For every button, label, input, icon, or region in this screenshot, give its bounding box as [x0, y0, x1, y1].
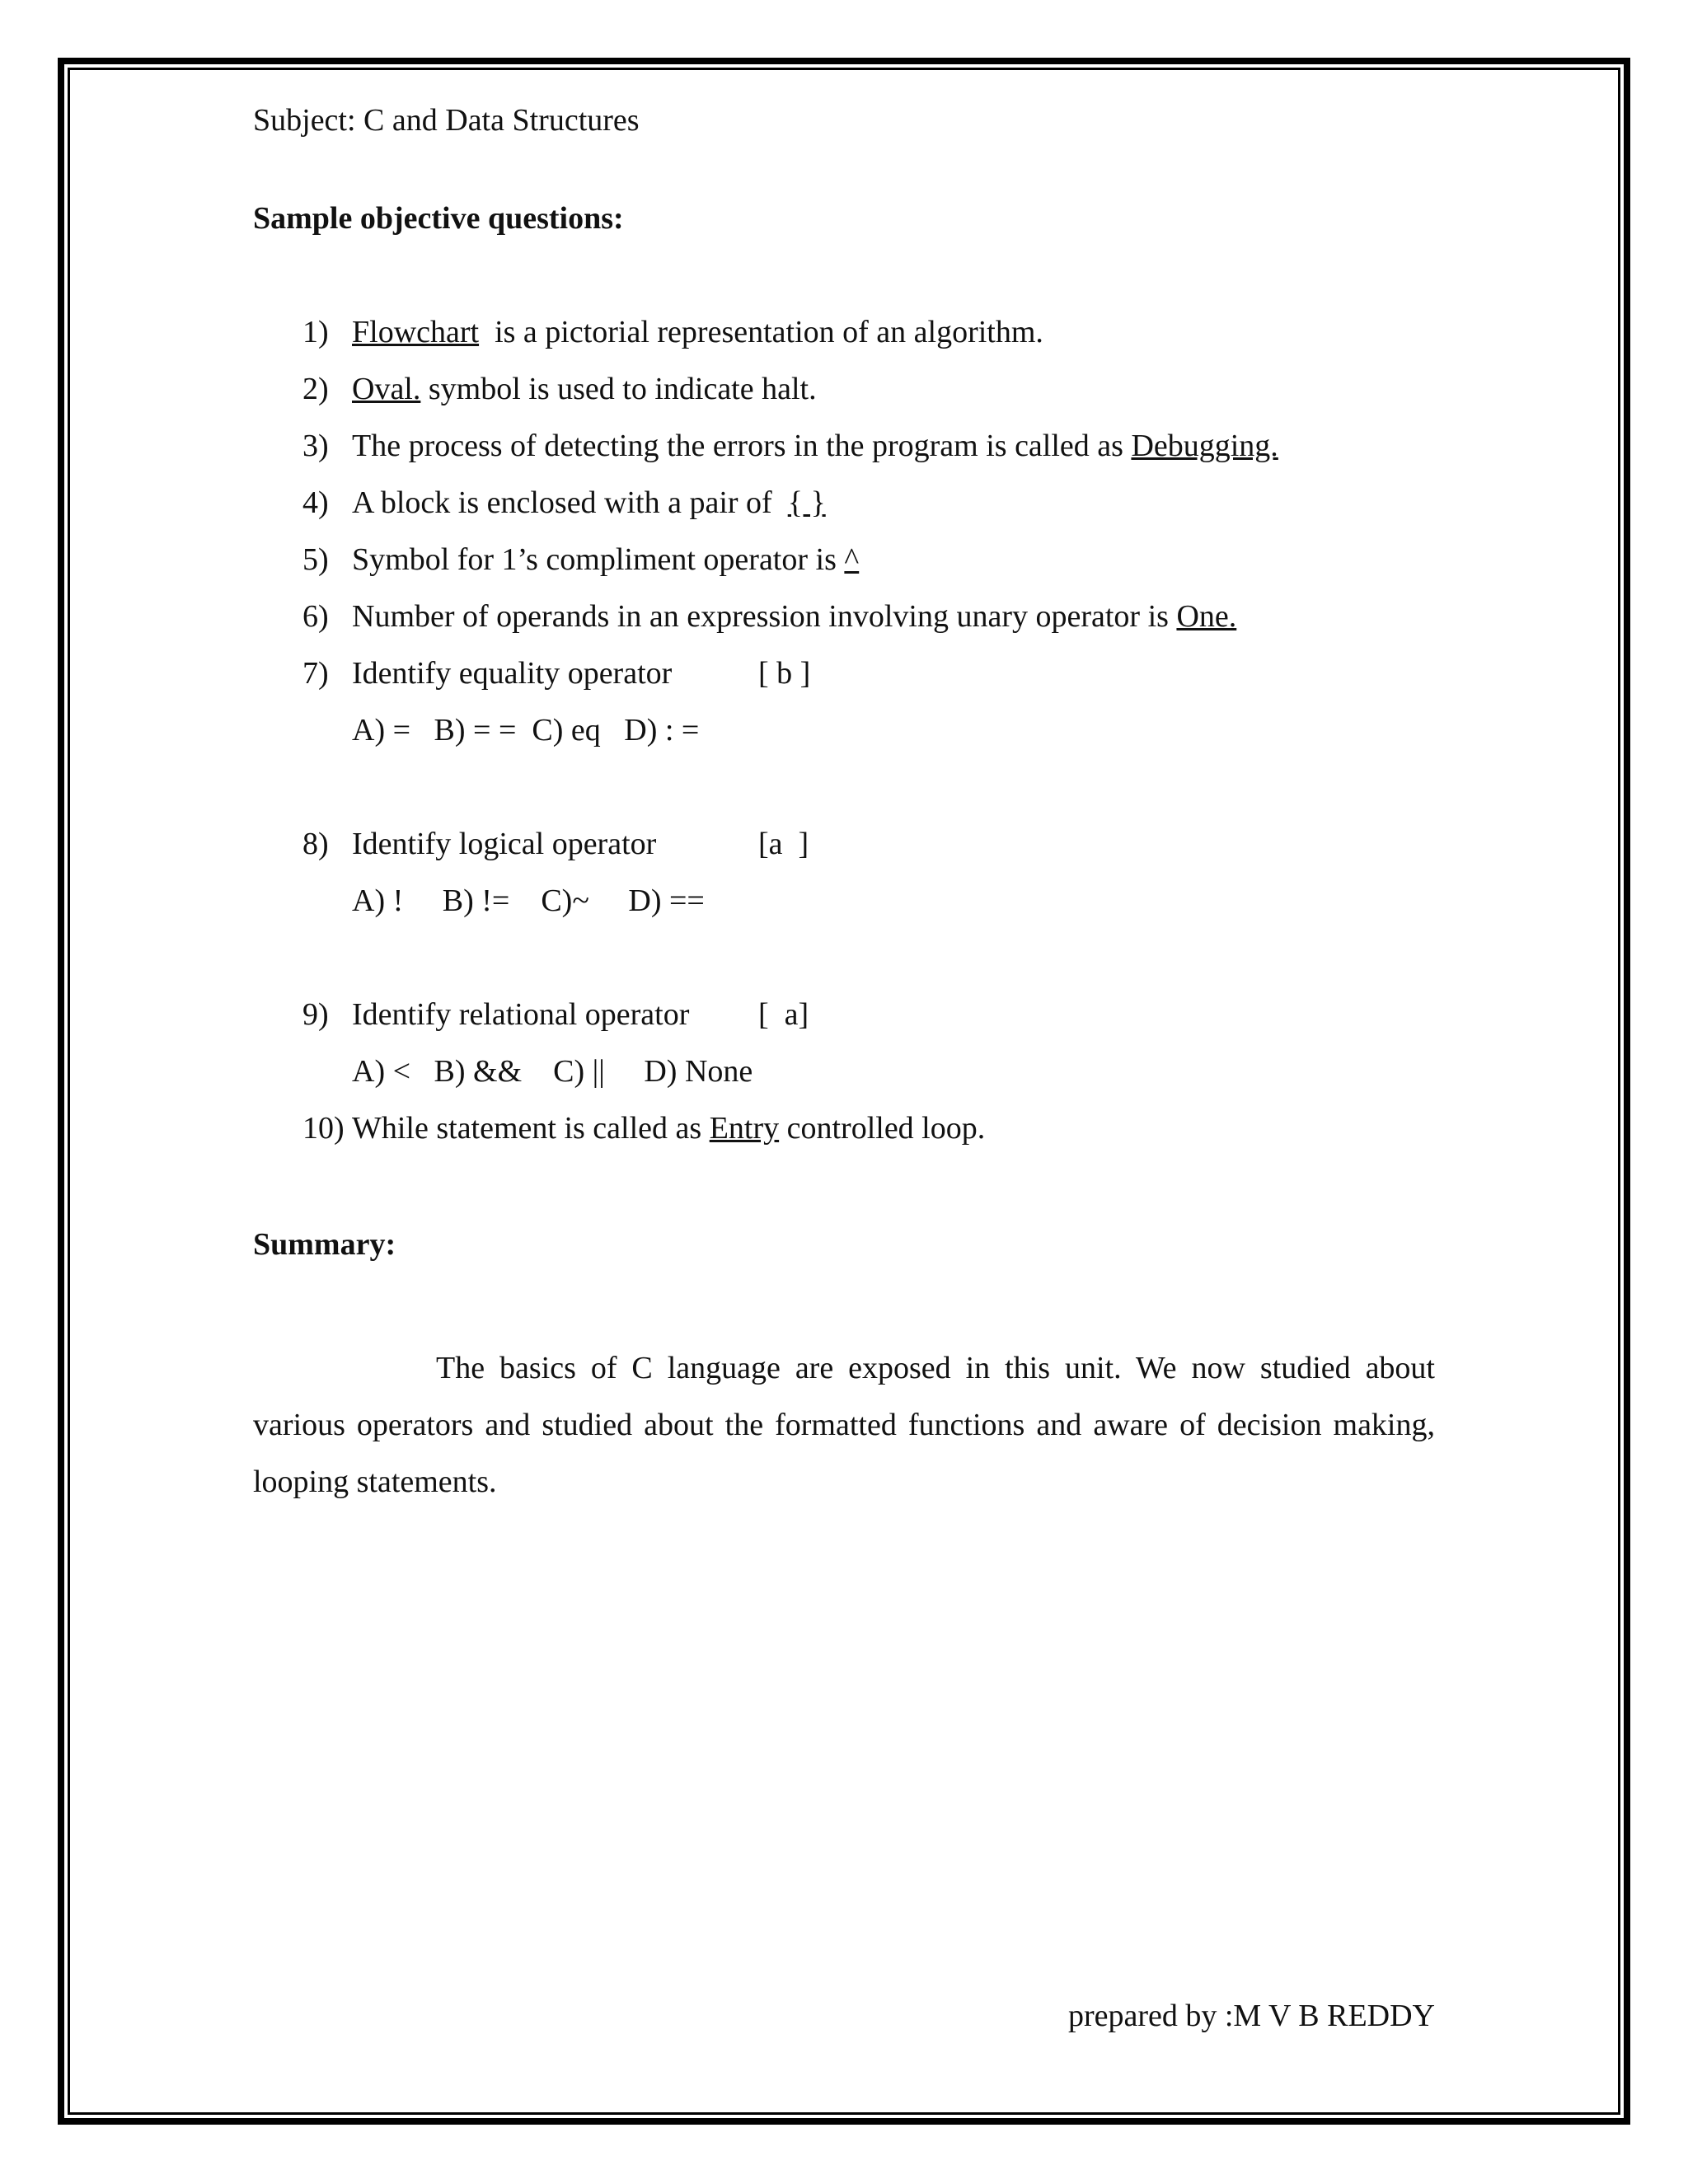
- answer-bracket-7: [ b ]: [758, 656, 811, 691]
- question-number: 6): [302, 599, 329, 634]
- question-number: 7): [302, 656, 329, 691]
- answer-underlined: Entry: [709, 1111, 780, 1146]
- question-number: 4): [302, 485, 329, 520]
- question-4: 4) A block is enclosed with a pair of { }: [302, 485, 826, 520]
- answer-underlined: Oval.: [352, 372, 421, 406]
- answer-bracket-8: [a ]: [758, 827, 809, 861]
- question-1: 1) Flowchart is a pictorial representation of an algorithm.: [302, 315, 1043, 349]
- answer-underlined: One.: [1176, 599, 1237, 634]
- answer-bracket-9: [ a]: [758, 997, 809, 1032]
- question-number: 5): [302, 542, 329, 577]
- answer-underlined: ^: [844, 542, 860, 577]
- options-8: A) ! B) != C)~ D) ==: [352, 883, 705, 918]
- question-number: 1): [302, 315, 329, 349]
- answer-underlined: { }: [787, 485, 826, 520]
- question-9: 9) Identify relational operator: [302, 997, 690, 1032]
- section-heading-questions: Sample objective questions:: [253, 201, 624, 236]
- question-2: 2) Oval. symbol is used to indicate halt.: [302, 372, 817, 406]
- question-number: 3): [302, 429, 329, 463]
- question-10: 10) While statement is called as Entry controlled loop.: [302, 1111, 986, 1146]
- question-number: 9): [302, 997, 329, 1032]
- question-6: 6) Number of operands in an expression involving unary operator is One.: [302, 599, 1237, 634]
- question-5: 5) Symbol for 1’s compliment operator is ^: [302, 542, 860, 577]
- section-heading-summary: Summary:: [253, 1227, 396, 1262]
- summary-paragraph: The basics of C language are exposed in this unit. We now studied about various operators and studied about the formatted functions and aware of decision making, looping statements.: [253, 1351, 1435, 1499]
- footer-author: prepared by :M V B REDDY: [1067, 1999, 1435, 2033]
- question-number: 2): [302, 372, 329, 406]
- page-border-inner: [68, 68, 1620, 2115]
- answer-underlined: Flowchart: [352, 315, 480, 349]
- question-number: 8): [302, 827, 329, 861]
- options-7: A) = B) = = C) eq D) : =: [352, 713, 700, 748]
- options-9: A) < B) && C) || D) None: [352, 1054, 753, 1089]
- question-number: 10): [302, 1111, 345, 1146]
- question-8: 8) Identify logical operator: [302, 827, 657, 861]
- question-3: 3) The process of detecting the errors in the program is called as Debugging.: [302, 429, 1278, 463]
- subject-line: Subject: C and Data Structures: [253, 103, 640, 138]
- question-7: 7) Identify equality operator: [302, 656, 673, 691]
- answer-underlined: Debugging.: [1131, 429, 1278, 463]
